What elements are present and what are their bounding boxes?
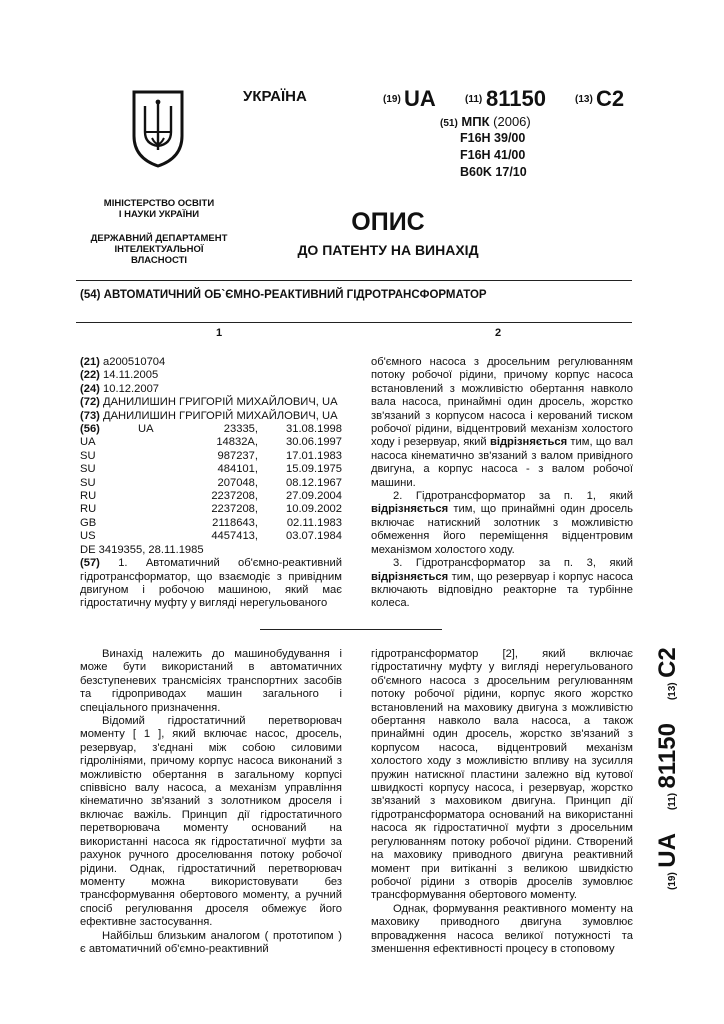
ipc-list bbox=[460, 130, 527, 181]
department-line: ДЕРЖАВНИЙ ДЕПАРТАМЕНТ bbox=[90, 233, 228, 244]
kind-code: C2 bbox=[654, 647, 681, 678]
reference-country: GB bbox=[80, 516, 97, 529]
reference-number: 2118643, bbox=[212, 516, 258, 529]
reference-date: 17.01.1983 bbox=[286, 449, 342, 462]
reference-row bbox=[80, 423, 342, 436]
inid-13: (13) bbox=[575, 94, 593, 105]
paragraph: Найбільш близьким аналогом ( прототипом ) є автоматичний об'ємно-реактивний bbox=[80, 929, 342, 955]
mpk-label: МПК bbox=[461, 114, 490, 129]
divider bbox=[76, 280, 632, 281]
paragraph: Винахід належить до машинобудування і може бути використаний в автоматичних безступеневих трансмісіях транспортних засобів та гідроприводах машин загального і спеціального призначення. bbox=[80, 648, 342, 714]
claim-text: тим, що резервуар і корпус насоса включають відповідно реакторне та турбінне колеса. bbox=[371, 570, 634, 610]
department-name bbox=[76, 233, 242, 266]
reference-country: SU bbox=[80, 449, 96, 462]
ministry-name bbox=[76, 198, 242, 220]
ipc-class: F16H 41/00 bbox=[460, 148, 526, 162]
claim-text: 1. Автоматичний об'ємно-реактивний гідротрансформатор, що взаємодіє з привідним двигуном і робочою машиною, який має гідростатичну муфту у вигляді нерегульованого bbox=[80, 557, 342, 610]
claim-3 bbox=[371, 557, 633, 611]
country-code: UA bbox=[654, 833, 681, 868]
patent-number: 81150 bbox=[654, 723, 681, 789]
inid-19: (19) bbox=[667, 872, 678, 890]
reference-number: 484101, bbox=[217, 463, 258, 476]
reference-row bbox=[80, 490, 342, 503]
reference-date: 08.12.1967 bbox=[286, 476, 342, 489]
claim-text: об'ємного насоса з дросельним регулюванням потоку робочої рідини, причому корпус насоса встановлений з можливістю обертання навколо вала насоса, принаймні один дросель, жорстко зв'язаний з корпусом насоса і керований тиском робочої рідини, відцентровий механізм холостого ходу і резервуар, який bbox=[371, 356, 633, 449]
country-code: UA bbox=[404, 86, 436, 111]
reference-row bbox=[80, 477, 342, 490]
claim-text: тим, що вал насоса кінематично зв'язаний з валом привідного двигуна, а корпус насоса - з валом робочої машини. bbox=[371, 436, 634, 489]
inid-code: (57) bbox=[80, 557, 100, 570]
claim-text: тим, що принаймні один дросель включає натискний золотник з можливістю обмеження його переміщення відцентровим механізмом холостого ходу. bbox=[371, 503, 634, 556]
divider bbox=[76, 322, 632, 323]
biblio-line bbox=[80, 369, 342, 382]
reference-date: 10.09.2002 bbox=[286, 503, 342, 516]
owner: ДАНИЛИШИН ГРИГОРІЙ МИХАЙЛОВИЧ, UA bbox=[103, 409, 338, 422]
application-number: a200510704 bbox=[103, 356, 166, 368]
biblio-line bbox=[80, 410, 342, 423]
keyword: відрізняється bbox=[371, 570, 449, 583]
inid-11: (11) bbox=[465, 94, 483, 105]
reference-number: 2237208, bbox=[211, 503, 258, 516]
keyword: відрізняється bbox=[371, 503, 449, 516]
reference-number: 987237, bbox=[217, 449, 258, 462]
document-title: ОПИС bbox=[351, 208, 425, 236]
reference-number: 14832A, bbox=[216, 436, 258, 449]
inid-code: (22) bbox=[80, 369, 100, 382]
biblio-line bbox=[80, 396, 342, 409]
keyword: відрізняється bbox=[489, 436, 568, 449]
reference-date: 02.11.1983 bbox=[286, 516, 342, 529]
patent-number: 81150 bbox=[486, 86, 546, 111]
reference-row: DE 3419355, 28.11.1985 bbox=[80, 543, 204, 556]
column-number-left: 1 bbox=[216, 327, 223, 339]
separator-line bbox=[260, 629, 442, 630]
reference-country: SU bbox=[80, 463, 96, 476]
reference-country: UA bbox=[80, 436, 96, 449]
reference-country: RU bbox=[80, 503, 97, 516]
bibliographic-data bbox=[80, 356, 342, 611]
reference-date: 27.09.2004 bbox=[286, 490, 342, 503]
reference-number: 207048, bbox=[217, 476, 258, 489]
reference-number: 23335, bbox=[223, 423, 258, 436]
department-line: ІНТЕЛЕКТУАЛЬНОЇ bbox=[114, 244, 204, 255]
paragraph: гідротрансформатор [2], який включає гідростатичну муфту у вигляді нерегульованого об'ємного насоса з дросельним регулюванням потоку робочої рідини, корпус якого жорстко встановлений на маховику двигуна з можливістю обертання навколо вала насоса, а також принаймні один дросель, жорстко зв'язаний з корпусом насоса, відцентровий механізм холостого ходу з можливістю впливу на зусилля пружин натискної пластини залежно від кутової швидкості корпусу насоса, і резервуар, жорстко зв'язаний з маховиком двигуна. Принцип дії гідротрансформатора оснований на використанні насоса як гідростатичної муфти з дросельним регулюванням потоку робочої рідини. Створений на маховику приводного двигуна реактивний момент при витіканні з великою швидкістю робочої рідини з отворів дроселів зумовлює трансформування обертового моменту. bbox=[371, 648, 633, 902]
inid-13: (13) bbox=[667, 682, 678, 701]
mpk-year: (2006) bbox=[493, 114, 531, 129]
inid-code: (24) bbox=[80, 382, 100, 395]
inid-51: (51) bbox=[440, 118, 458, 129]
country-name: УКРАЇНА bbox=[243, 88, 307, 105]
claim-text: 2. Гідротрансформатор за п. 1, який bbox=[393, 490, 633, 503]
reference-code bbox=[80, 423, 138, 436]
ministry-line: І НАУКИ УКРАЇНИ bbox=[118, 209, 200, 220]
ministry-line: МІНІСТЕРСТВО ОСВІТИ bbox=[103, 198, 215, 209]
reference-country: SU bbox=[80, 476, 96, 489]
biblio-line bbox=[80, 383, 342, 396]
ipc-class: B60K 17/10 bbox=[460, 165, 527, 179]
reference-row bbox=[80, 463, 342, 476]
biblio-line bbox=[80, 356, 342, 369]
description-left bbox=[80, 648, 342, 956]
ipc-class: F16H 39/00 bbox=[460, 131, 526, 145]
reference-number: 4457413, bbox=[211, 530, 258, 543]
reference-country: RU bbox=[80, 490, 97, 503]
paragraph: Однак, формування реактивного моменту на маховику приводного двигуна зумовлює впровадження насоса великої потужності та зменшення ефективності процесу в стоповому bbox=[371, 902, 633, 955]
inid-code: (73) bbox=[80, 409, 100, 422]
inid-code: (72) bbox=[80, 396, 100, 409]
reference-row bbox=[80, 436, 342, 449]
paragraph: Відомий гідростатичний перетворювач моменту [ 1 ], який включає насос, дросель, резервуар, з'єднані між собою силовими гідролініями, причому корпус насоса виконаний з можливістю обертання в загальному корпусі співвісно валу насоса, а механізм управління кінематично зв'язаний з золотником дроселя і включає важіль. Принцип дії гідростатичного перетворювача моменту оснований на використанні насоса як гідростатичної муфти за рахунок ручного дроселювання потоку робочої рідини. Однак, гідростатичний перетворювач моменту можна використовувати без трансформування обертового моменту, а ручний спосіб регулювання дроселя обмежує його ефективне застосування. bbox=[80, 715, 342, 929]
ipc-heading bbox=[440, 114, 531, 129]
coat-of-arms-emblem bbox=[128, 88, 188, 170]
reference-country: UA bbox=[138, 423, 154, 436]
kind-code: C2 bbox=[596, 86, 625, 111]
inventor: ДАНИЛИШИН ГРИГОРІЙ МИХАЙЛОВИЧ, UA bbox=[103, 396, 338, 409]
reference-date: 15.09.1975 bbox=[286, 463, 342, 476]
column-number-right: 2 bbox=[495, 327, 502, 339]
claim-1-start bbox=[80, 557, 342, 611]
reference-country: US bbox=[80, 530, 96, 543]
side-label-text bbox=[648, 590, 693, 890]
reference-number: 2237208, bbox=[211, 490, 258, 503]
reference-date: 31.08.1998 bbox=[286, 423, 342, 436]
inid-19: (19) bbox=[383, 94, 401, 105]
claim-1-cont bbox=[371, 356, 633, 490]
effective-date: 10.12.2007 bbox=[103, 382, 160, 395]
reference-row bbox=[80, 517, 342, 530]
reference-date: 30.06.1997 bbox=[286, 436, 342, 449]
claim-text: 3. Гідротрансформатор за п. 3, який bbox=[393, 557, 633, 570]
inid-code: (56) bbox=[80, 423, 100, 436]
inid-11: (11) bbox=[667, 792, 678, 811]
reference-row bbox=[80, 530, 342, 543]
claim-2 bbox=[371, 490, 633, 557]
inid-code: (21) bbox=[80, 356, 100, 368]
document-subtitle: ДО ПАТЕНТУ НА ВИНАХІД bbox=[297, 242, 479, 258]
reference-row bbox=[80, 503, 342, 516]
reference-row bbox=[80, 450, 342, 463]
filing-date: 14.11.2005 bbox=[103, 369, 159, 382]
description-right bbox=[371, 648, 633, 956]
side-label bbox=[648, 590, 690, 890]
invention-title: (54) АВТОМАТИЧНИЙ ОБ`ЄМНО-РЕАКТИВНИЙ ГІДРОТРАНСФОРМАТОР bbox=[80, 289, 487, 301]
department-line: ВЛАСНОСТІ bbox=[130, 255, 188, 266]
reference-date: 03.07.1984 bbox=[286, 530, 342, 543]
claims-column bbox=[371, 356, 633, 611]
